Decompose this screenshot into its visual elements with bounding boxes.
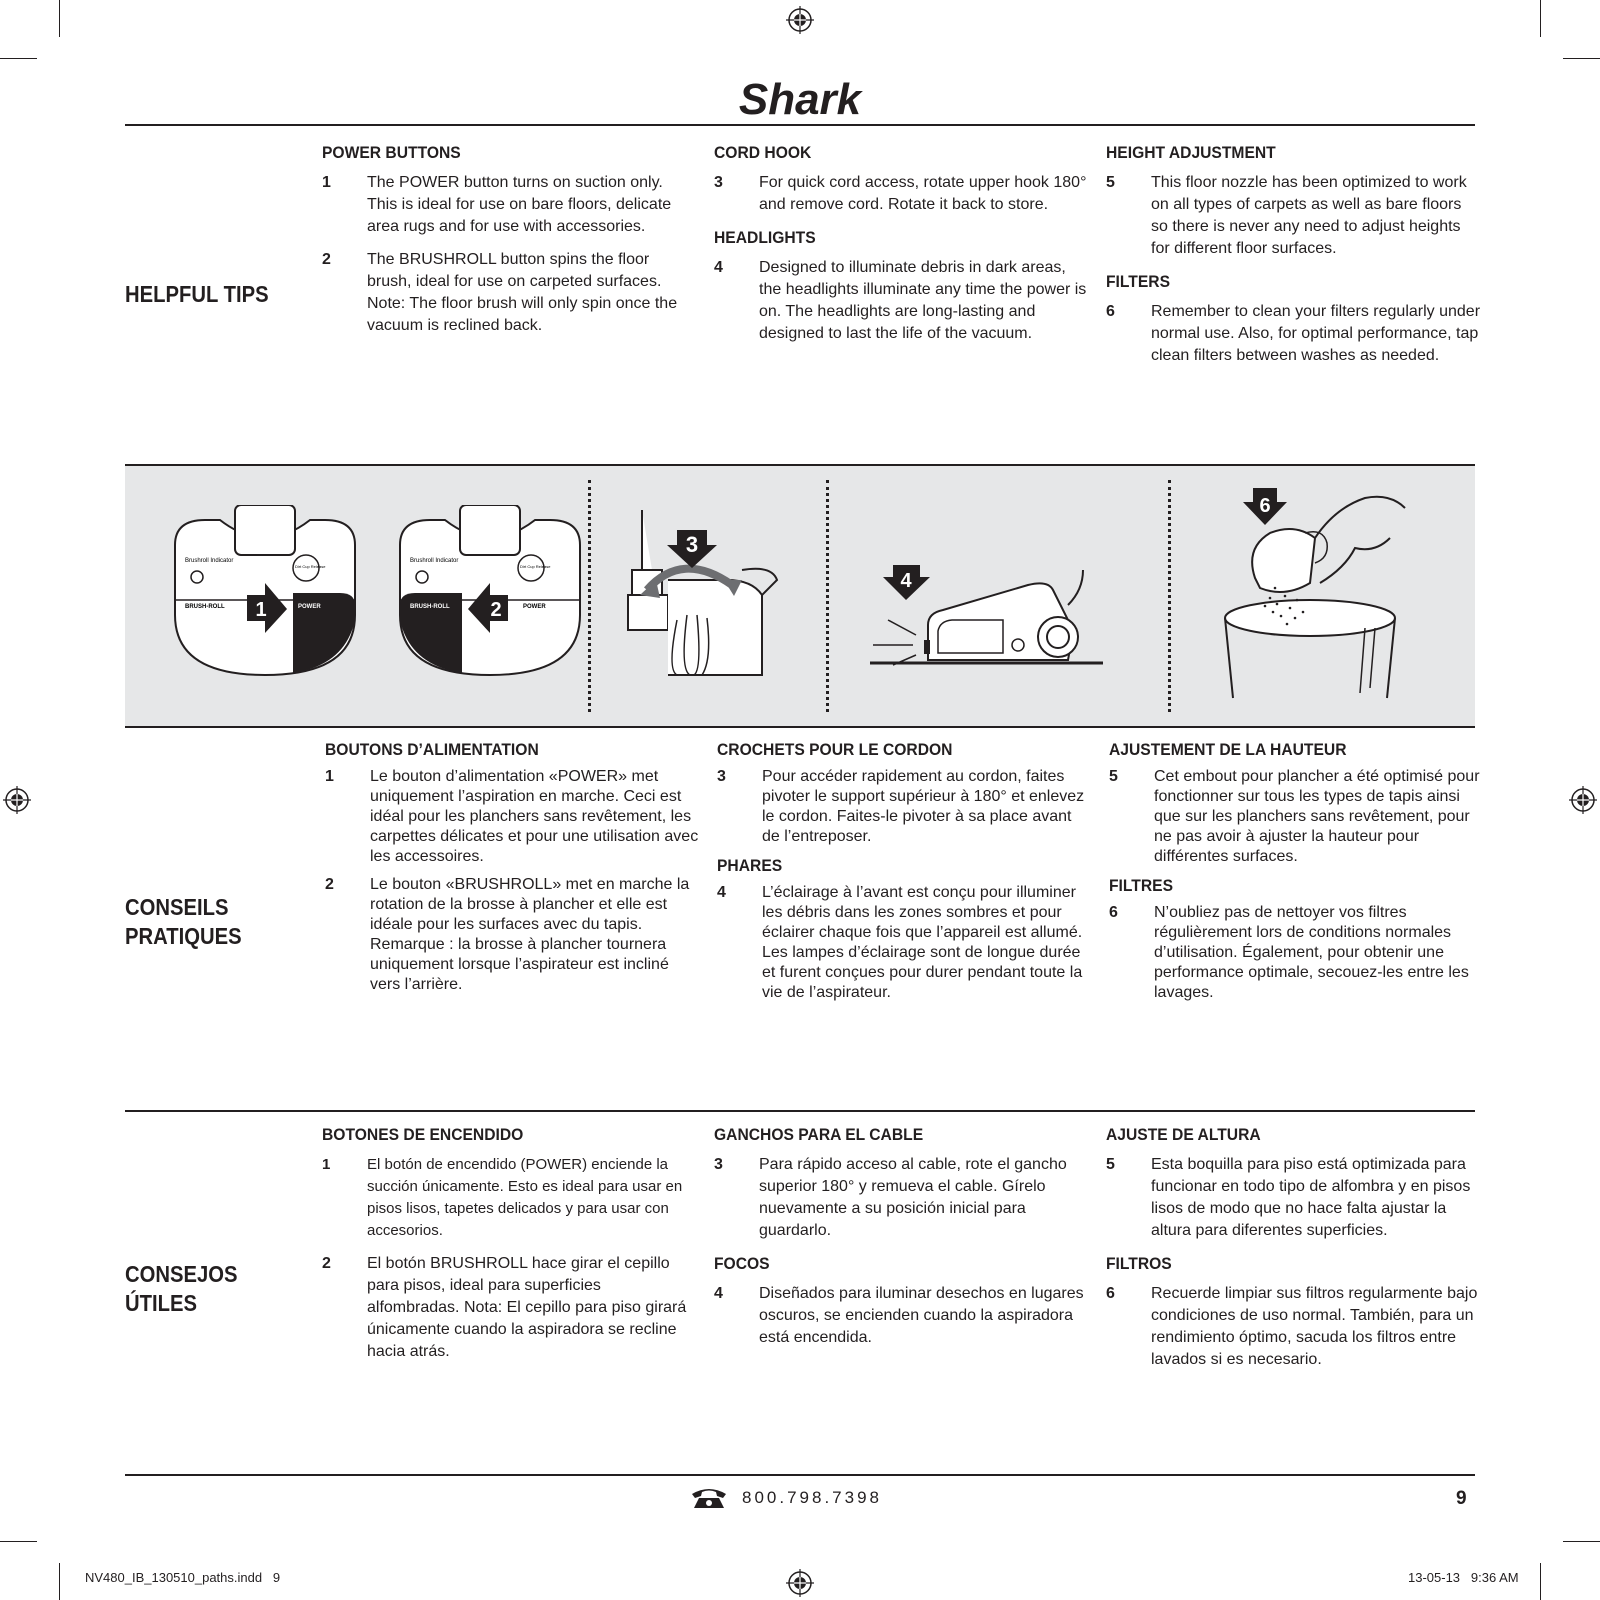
section-title-french — [125, 893, 242, 951]
item-text: The POWER button turns on suction only. This is ideal for use on bare floors, delicate area rugs and for use with accessories. — [367, 174, 672, 235]
list-item — [1109, 903, 1484, 1003]
column-boutons — [325, 739, 700, 1003]
slug-filename: NV480_IB_130510_paths.indd 9 — [85, 1570, 281, 1585]
item-text: N’oubliez pas de nettoyer vos filtres régulièrement lors de conditions normales d’utilisation. Également, pour obtenir une performance optimale, secouez-les entre les lavages. — [1154, 904, 1469, 1001]
item-text: This floor nozzle has been optimized to work on all types of carpets as well as bare floors so there is never any need to adjust heights for different floor surfaces. — [1151, 174, 1467, 257]
crop-mark — [59, 0, 60, 37]
registration-mark-icon — [785, 5, 815, 35]
power-button-label: POWER — [523, 604, 546, 610]
dirt-cup-release-label: Dirt Cup Release — [295, 564, 326, 569]
control-panel-power-illustration — [165, 505, 365, 685]
shark-logo — [700, 72, 900, 126]
brushroll-button-label: BRUSH-ROLL — [185, 604, 225, 610]
logo-text: Shark — [738, 75, 862, 124]
item-number: 5 — [1109, 768, 1118, 785]
step-number: 3 — [685, 532, 699, 557]
crop-mark — [1563, 58, 1600, 59]
item-text: Recuerde limpiar sus filtros regularmente bajo condiciones de uso normal. También, para un rendimiento óptimo, sacuda los filtros entre lavados si es necesario. — [1151, 1285, 1478, 1368]
heading-focos: FOCOS — [714, 1254, 770, 1273]
crop-mark — [1563, 1541, 1600, 1542]
list-item — [714, 257, 1089, 345]
heading-botones: BOTONES DE ENCENDIDO — [322, 1125, 524, 1144]
heading-power-buttons: POWER BUTTONS — [322, 143, 461, 162]
section-title-line: PRATIQUES — [125, 923, 242, 949]
step-number: 2 — [490, 599, 502, 621]
item-text: Pour accéder rapidement au cordon, faites pivoter le support supérieur à 180° et enlevez le cordon. Faites-le pivoter à sa place avant de l’entreposer. — [762, 768, 1085, 845]
list-item — [1106, 1283, 1481, 1371]
item-text: Remember to clean your filters regularly under normal use. Also, for optimal performance, tap clean filters between washes as needed. — [1151, 303, 1481, 364]
section-title-line: CONSEJOS — [125, 1261, 238, 1287]
item-text: Designed to illuminate debris in dark areas, the headlights illuminate any time the power is on. The headlights are long-lasting and designed to last the life of the vacuum. — [759, 259, 1087, 342]
item-text: Cet embout pour plancher a été optimisé pour fonctionner sur tous les types de tapis ainsi que sur les planchers sans revêtement, pour ne pas avoir à ajuster la hauteur pour différentes surfaces. — [1154, 768, 1480, 865]
item-text: For quick cord access, rotate upper hook 180° and remove cord. Rotate it back to store. — [759, 174, 1087, 213]
item-number: 3 — [714, 174, 723, 191]
list-item — [714, 1283, 1089, 1349]
item-text: L’éclairage à l’avant est conçu pour illuminer les débris dans les zones sombres et pour éclairer chaque fois que l’appareil est allumé. Les lampes d’éclairage sont de longue durée et furent conçues pour durer pendant toute la vie de l’aspirateur. — [762, 884, 1083, 1001]
heading-ajuste: AJUSTE DE ALTURA — [1106, 1125, 1261, 1144]
item-number: 6 — [1109, 904, 1118, 921]
list-item — [322, 1154, 697, 1242]
column-cord-headlights — [714, 142, 1089, 356]
list-item — [322, 249, 697, 337]
crop-mark — [59, 1563, 60, 1600]
step-number: 4 — [900, 570, 912, 592]
item-text: Diseñados para iluminar desechos en lugares oscuros, se encienden cuando la aspiradora está encendida. — [759, 1285, 1084, 1346]
item-text: Para rápido acceso al cable, rote el gancho superior 180° y remueva el cable. Gírelo nuevamente a su posición inicial para guardarlo. — [759, 1156, 1067, 1239]
section-title-line: ÚTILES — [125, 1290, 197, 1316]
list-item — [325, 767, 700, 867]
headlights-illustration — [868, 565, 1108, 675]
item-text: El botón de encendido (POWER) enciende la succión únicamente. Esto es ideal para usar en pisos lisos, tapetes delicados y para usar con accesorios. — [367, 1156, 683, 1239]
crop-mark — [1540, 1563, 1541, 1600]
list-item — [1106, 172, 1481, 260]
item-number: 2 — [325, 876, 334, 893]
list-item — [325, 875, 700, 995]
crop-mark — [0, 58, 37, 59]
step-number: 6 — [1259, 495, 1271, 517]
list-item — [322, 172, 697, 238]
heading-phares: PHARES — [717, 856, 783, 875]
crop-mark — [0, 1541, 37, 1542]
item-number: 1 — [322, 1156, 331, 1173]
control-panel-brushroll-illustration — [390, 505, 590, 685]
dotted-divider — [1168, 480, 1171, 712]
item-number: 5 — [1106, 1156, 1115, 1173]
heading-height-adjustment: HEIGHT ADJUSTMENT — [1106, 143, 1276, 162]
section-rule — [125, 124, 1475, 126]
slug-date: 13-05-13 9:36 AM — [1408, 1570, 1519, 1585]
item-number: 3 — [717, 768, 726, 785]
panel-rule — [125, 726, 1475, 728]
filter-cleaning-illustration — [1215, 488, 1415, 703]
dotted-divider — [826, 480, 829, 712]
brushroll-button-label: BRUSH-ROLL — [410, 604, 450, 610]
item-number: 4 — [714, 259, 723, 276]
heading-filters: FILTERS — [1106, 272, 1171, 291]
list-item — [717, 767, 1092, 847]
item-number: 4 — [714, 1285, 723, 1302]
footer-rule — [125, 1474, 1475, 1476]
dirt-cup-release-label: Dirt Cup Release — [520, 564, 551, 569]
registration-mark-icon — [2, 785, 32, 815]
column-ganchos-focos — [714, 1124, 1089, 1360]
heading-crochets: CROCHETS POUR LE CORDON — [717, 740, 953, 759]
phone-number: 800.798.7398 — [742, 1488, 882, 1507]
list-item — [1106, 301, 1481, 367]
item-text: El botón BRUSHROLL hace girar el cepillo para pisos, ideal para superficies alfombradas. Nota: El cepillo para piso girará únicamente cuando la aspiradora se recline hacia atrás. — [367, 1255, 687, 1360]
section-title-spanish — [125, 1260, 237, 1318]
telephone-icon — [690, 1486, 728, 1510]
item-number: 3 — [714, 1156, 723, 1173]
list-item — [322, 1253, 697, 1363]
heading-ganchos: GANCHOS PARA EL CABLE — [714, 1125, 924, 1144]
column-botones — [322, 1124, 697, 1374]
item-text: Le bouton «BRUSHROLL» met en marche la rotation de la brosse à plancher et elle est idéale pour les surfaces avec du tapis. Remarque : la brosse à plancher tournera uniquement lorsque l’aspirateur est incliné vers l’arrière. — [370, 876, 690, 993]
list-item — [1106, 1154, 1481, 1242]
item-number: 5 — [1106, 174, 1115, 191]
item-text: Le bouton d’alimentation «POWER» met uniquement l’aspiration en marche. Ceci est idéal pour les planchers sans revêtement, les carpettes délicates et pour une utilisation avec les accessoires. — [370, 768, 699, 865]
column-power-buttons — [322, 142, 697, 348]
brushroll-indicator-label: Brushroll Indicator — [410, 558, 459, 564]
cord-hook-illustration — [622, 510, 792, 680]
section-title-english: HELPFUL TIPS — [125, 281, 269, 307]
column-crochets-phares — [717, 739, 1092, 1011]
list-item — [714, 172, 1089, 216]
brushroll-indicator-label: Brushroll Indicator — [185, 558, 234, 564]
heading-cord-hook: CORD HOOK — [714, 143, 812, 162]
section-title-line: CONSEILS — [125, 894, 229, 920]
list-item — [714, 1154, 1089, 1242]
registration-mark-icon — [785, 1568, 815, 1598]
list-item — [717, 883, 1092, 1003]
column-ajustement-filtres — [1109, 739, 1484, 1011]
panel-rule — [125, 464, 1475, 466]
item-number: 1 — [325, 768, 334, 785]
heading-ajustement: AJUSTEMENT DE LA HAUTEUR — [1109, 740, 1347, 759]
item-number: 2 — [322, 251, 331, 268]
power-button-label: POWER — [298, 604, 321, 610]
crop-mark — [1540, 0, 1541, 37]
item-number: 1 — [322, 174, 331, 191]
item-number: 2 — [322, 1255, 331, 1272]
item-number: 4 — [717, 884, 726, 901]
customer-service-phone — [690, 1486, 882, 1510]
heading-boutons: BOUTONS D’ALIMENTATION — [325, 740, 539, 759]
item-text: Esta boquilla para piso está optimizada para funcionar en todo tipo de alfombra y en pisos lisos de modo que no hace falta ajustar la altura para diferentes superficies. — [1151, 1156, 1471, 1239]
heading-headlights: HEADLIGHTS — [714, 228, 816, 247]
heading-filtres: FILTRES — [1109, 876, 1174, 895]
page-number: 9 — [1456, 1488, 1467, 1509]
heading-filtros: FILTROS — [1106, 1254, 1172, 1273]
column-ajuste-filtros — [1106, 1124, 1481, 1382]
section-rule — [125, 1110, 1475, 1112]
list-item — [1109, 767, 1484, 867]
item-number: 6 — [1106, 1285, 1115, 1302]
column-height-filters — [1106, 142, 1481, 378]
step-number: 1 — [255, 599, 267, 621]
item-number: 6 — [1106, 303, 1115, 320]
item-text: The BRUSHROLL button spins the floor brush, ideal for use on carpeted surfaces. Note: The floor brush will only spin once the vacuum is reclined back. — [367, 251, 678, 334]
registration-mark-icon — [1568, 785, 1598, 815]
